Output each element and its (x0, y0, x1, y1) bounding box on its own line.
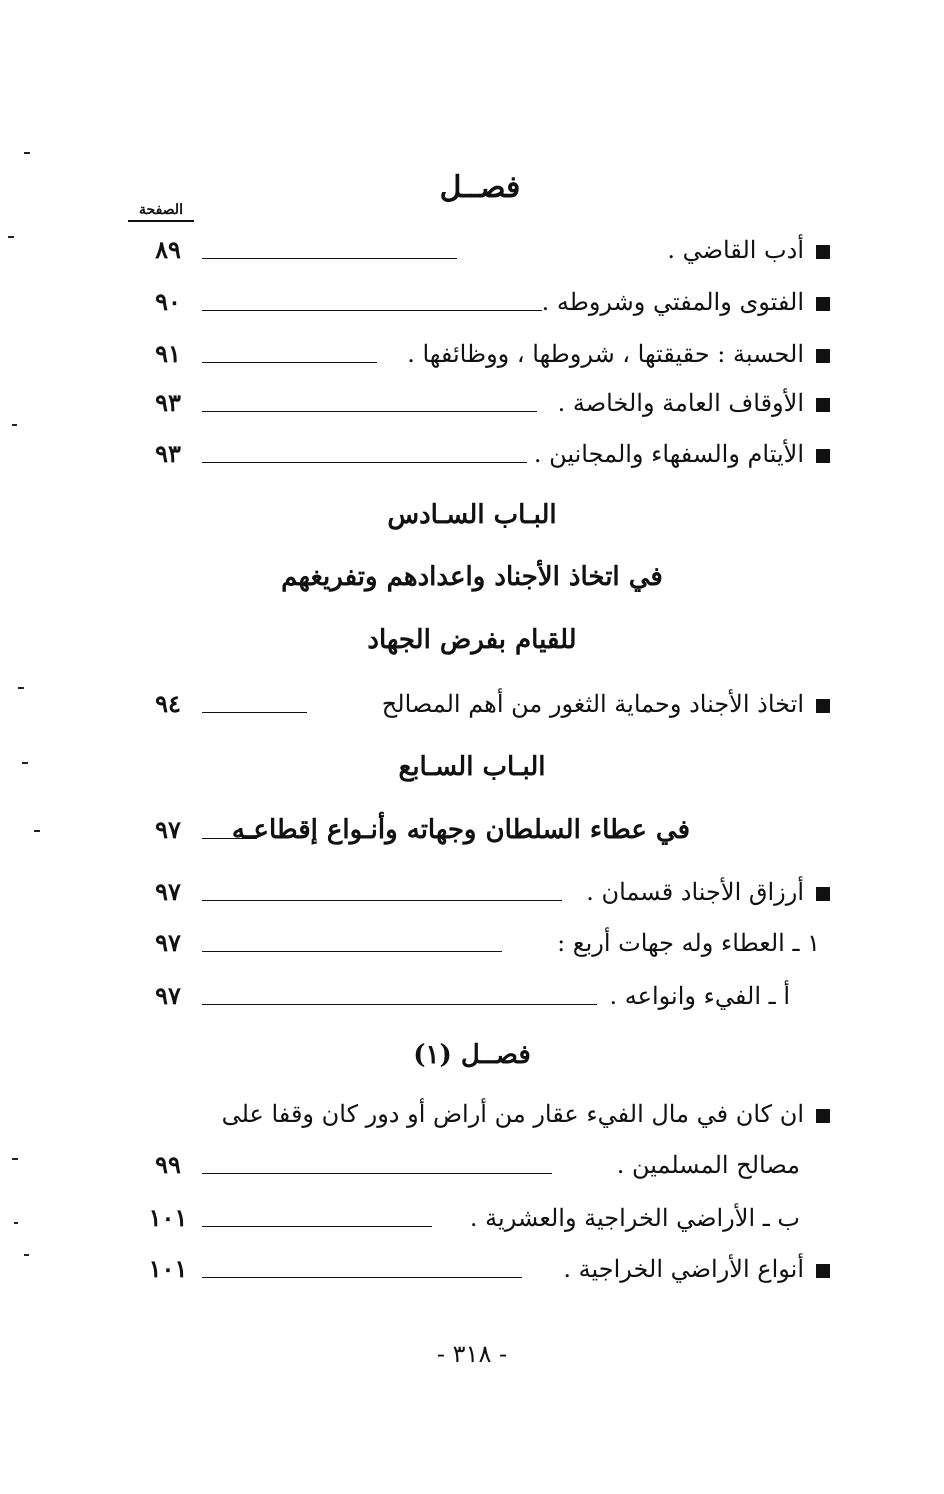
chapter-title: البـاب السـادس (387, 500, 557, 530)
leader-line (202, 1173, 552, 1174)
chapter-title: البـاب السـابع (398, 752, 546, 782)
toc-entry-text: أرزاق الأجناد قسمان . (586, 872, 830, 912)
chapter-subtitle: للقيام بفرض الجهاد (367, 625, 577, 655)
page-footer-number: - ٣١٨ - (436, 1340, 508, 1368)
leader-line (202, 362, 377, 363)
page-number: ٩١ (155, 339, 181, 368)
page-number: ٩٠ (155, 287, 181, 316)
square-bullet-icon (816, 699, 830, 713)
page-number: ٩٤ (155, 689, 181, 718)
toc-row (140, 976, 830, 1016)
scan-mark (18, 687, 24, 689)
leader-line (202, 310, 542, 311)
toc-row (140, 383, 830, 423)
page-number: ١٠١ (148, 1254, 188, 1283)
page-number: ٩٧ (155, 815, 181, 844)
page-number: ٩٧ (155, 928, 181, 957)
scan-mark (34, 830, 40, 832)
scan-mark (22, 762, 28, 764)
toc-row (140, 230, 830, 270)
square-bullet-icon (816, 297, 830, 311)
square-bullet-icon (816, 398, 830, 412)
toc-entry-text: أدب القاضي . (667, 230, 830, 270)
toc-entry-text: أنواع الأراضي الخراجية . (563, 1249, 830, 1289)
page-number: ٩٧ (155, 981, 181, 1010)
page-number: ٩٧ (155, 877, 181, 906)
page-number: ٨٩ (155, 235, 181, 264)
toc-row (140, 1249, 830, 1289)
page-number: ٩٩ (155, 1150, 181, 1179)
square-bullet-icon (816, 349, 830, 363)
leader-line (202, 900, 562, 901)
square-bullet-icon (816, 887, 830, 901)
toc-entry-text: أ ـ الفيء وانواعه . (609, 982, 790, 1010)
scan-mark (24, 152, 30, 154)
toc-entry-text: الأوقاف العامة والخاصة . (558, 383, 830, 423)
section-heading: فصــل (439, 170, 521, 205)
toc-row (140, 434, 830, 474)
leader-line (202, 462, 527, 463)
page-column-label: الصفحة (128, 202, 194, 222)
toc-row (140, 872, 830, 912)
leader-line (202, 838, 257, 839)
toc-row (140, 1145, 830, 1185)
page-number: ٩٣ (155, 388, 181, 417)
leader-line (202, 258, 457, 259)
toc-row (140, 810, 830, 850)
toc-row (140, 1198, 830, 1238)
scan-mark (12, 424, 17, 426)
leader-line (202, 1004, 597, 1005)
toc-entry-text: الأيتام والسفهاء والمجانين . (534, 434, 830, 474)
toc-entry-text: ان كان في مال الفيء عقار من أراض أو دور كان وقفا على (210, 1094, 830, 1134)
section-heading: فصــل (١) (413, 1040, 531, 1070)
toc-entry-text: الحسبة : حقيقتها ، شروطها ، ووظائفها . (407, 334, 830, 374)
scan-mark (12, 1158, 18, 1160)
toc-entry-text: ب ـ الأراضي الخراجية والعشرية . (469, 1204, 800, 1232)
toc-entry-text: اتخاذ الأجناد وحماية الثغور من أهم المصالح (382, 684, 830, 724)
page-number: ١٠١ (148, 1203, 188, 1232)
toc-row (140, 282, 830, 322)
scan-mark (14, 1222, 18, 1224)
toc-row (140, 684, 830, 724)
toc-entry-text: ١ ـ العطاء وله جهات أربع : (557, 929, 820, 957)
scan-mark (24, 1254, 29, 1256)
toc-entry-text: الفتوى والمفتي وشروطه . (542, 282, 830, 322)
scan-mark (8, 236, 14, 238)
toc-row (140, 334, 830, 374)
square-bullet-icon (816, 449, 830, 463)
leader-line (202, 1277, 522, 1278)
toc-entry-text: مصالح المسلمين . (616, 1151, 800, 1179)
toc-row (140, 923, 830, 963)
leader-line (202, 951, 502, 952)
chapter-subtitle: في عطاء السلطان وجهاته وأنـواع إقطاعـه (231, 815, 690, 845)
square-bullet-icon (816, 245, 830, 259)
leader-line (202, 1226, 432, 1227)
chapter-subtitle: في اتخاذ الأجناد واعدادهم وتفريغهم (281, 562, 663, 592)
page-number: ٩٣ (155, 439, 181, 468)
square-bullet-icon (816, 1264, 830, 1278)
leader-line (202, 411, 537, 412)
square-bullet-icon (816, 1109, 830, 1123)
leader-line (202, 712, 307, 713)
